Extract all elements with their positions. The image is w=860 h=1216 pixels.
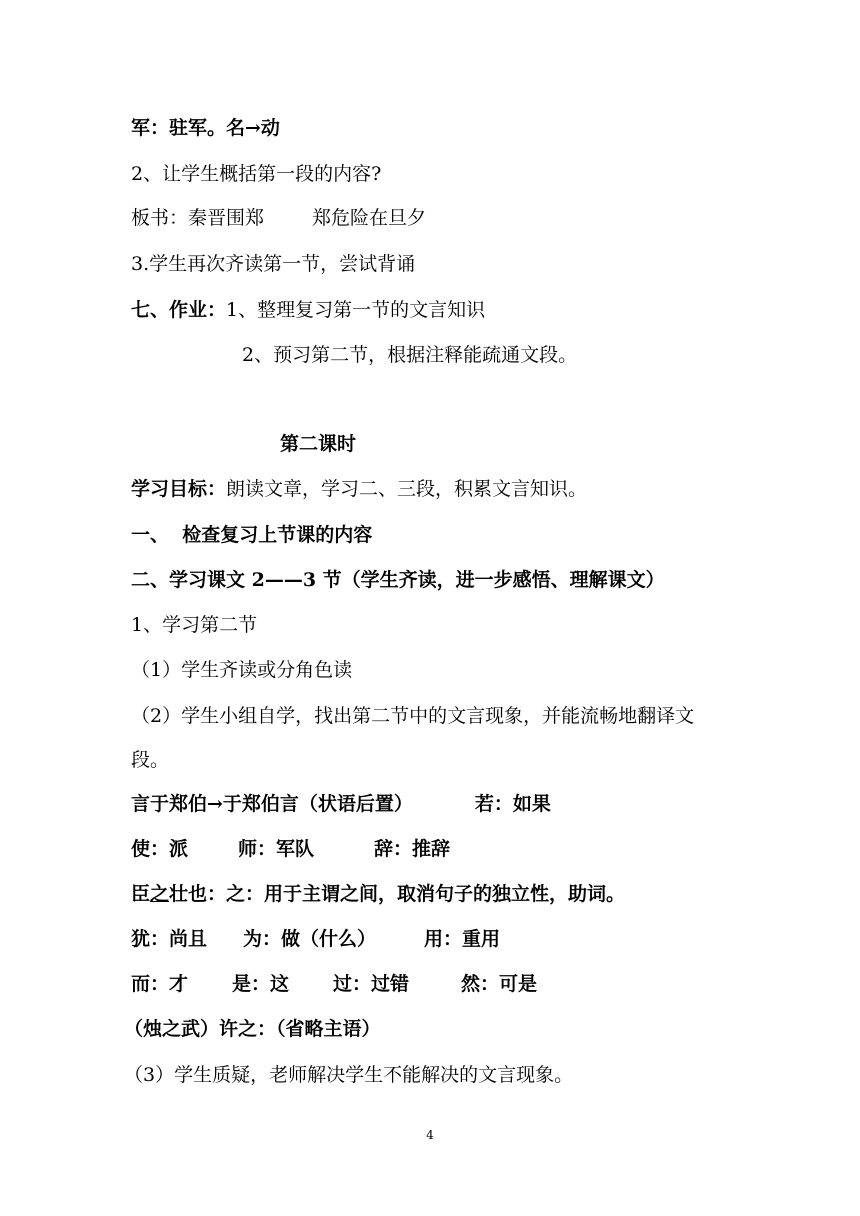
blackboard-item-2: 郑危险在旦夕 <box>312 207 427 229</box>
vocab-chen: 臣 <box>131 883 151 905</box>
section-1-heading: 一、 检查复习上节课的内容 <box>131 524 373 546</box>
subsection-1-heading: 1、学习第二节 <box>131 614 258 636</box>
blackboard-line <box>131 206 426 230</box>
vocab-yong: 用：重用 <box>424 928 501 950</box>
vocab-zhi-underlined: 之 <box>150 883 170 905</box>
learning-goal <box>131 477 587 501</box>
vocab-line-2 <box>131 837 450 861</box>
vocab-wei: 为：做（什么） <box>243 928 377 950</box>
learning-goal-label: 学习目标： <box>131 478 227 500</box>
vocab-zhi-explanation: 壮也：之：用于主谓之间，取消句子的独立性，助词。 <box>169 883 626 905</box>
page-number: 4 <box>426 1128 434 1142</box>
homework-label: 七、作业： <box>131 299 227 321</box>
vocab-you: 犹：尚且 <box>131 928 208 950</box>
learning-goal-text: 朗读文章，学习二、三段，积累文言知识。 <box>226 478 588 500</box>
homework-item-2: 2、预习第二节，根据注释能疏通文段。 <box>242 344 578 366</box>
vocab-line-4 <box>131 927 500 951</box>
step-recite: 3.学生再次齐读第一节，尝试背诵 <box>131 253 416 275</box>
vocab-line-1 <box>131 792 551 816</box>
section-2-heading: 二、学习课文 2——3 节（学生齐读，进一步感悟、理解课文） <box>131 569 665 591</box>
vocab-ran: 然：可是 <box>461 973 538 995</box>
vocab-guo: 过：过错 <box>333 973 410 995</box>
vocab-yan-yu-zhengbo: 言于郑伯→于郑伯言（状语后置） <box>131 793 413 815</box>
step-summarize-paragraph: 2、让学生概括第一段的内容? <box>131 163 382 185</box>
step-1-2-line-2: 段。 <box>131 749 170 771</box>
vocab-ci: 辞：推辞 <box>374 838 451 860</box>
homework-item-1: 1、整理复习第一节的文言知识 <box>226 299 486 321</box>
step-1-3: （3）学生质疑，老师解决学生不能解决的文言现象。 <box>124 1064 574 1086</box>
vocab-line-6: （烛之武）许之：（省略主语） <box>124 1018 381 1040</box>
vocab-er: 而：才 <box>131 973 189 995</box>
lesson-title: 第二课时 <box>280 433 357 455</box>
step-1-1: （1）学生齐读或分角色读 <box>131 659 353 681</box>
step-1-2-line-1: （2）学生小组自学，找出第二节中的文言现象，并能流畅地翻译文 <box>131 705 695 727</box>
vocab-shi-zhe: 是：这 <box>232 973 290 995</box>
blackboard-item-1: 板书：秦晋围郑 <box>131 207 265 229</box>
vocab-line-jun: 军：驻军。名→动 <box>131 117 280 139</box>
vocab-shi-jundui: 师：军队 <box>238 838 315 860</box>
homework-line <box>131 298 485 322</box>
vocab-line-5 <box>131 972 537 996</box>
vocab-line-3 <box>131 882 625 906</box>
vocab-ruo: 若：如果 <box>474 793 551 815</box>
vocab-shi-pai: 使：派 <box>131 838 189 860</box>
